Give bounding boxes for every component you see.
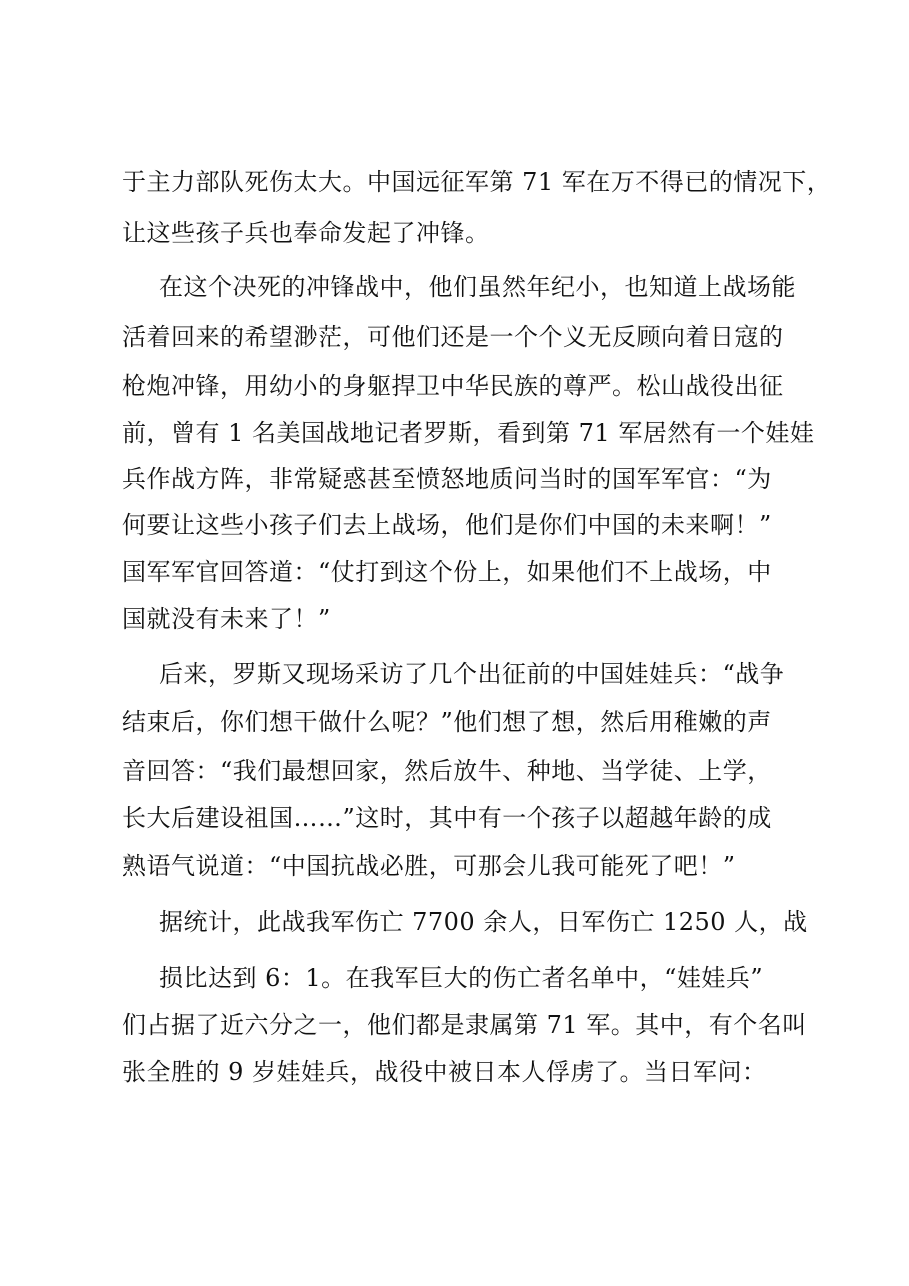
text-line: 损比达到 6：1。在我军巨大的伤亡者名单中，“娃娃兵”	[159, 964, 764, 992]
text-line: 于主力部队死伤太大。中国远征军第 71 军在万不得已的情况下，	[122, 168, 832, 196]
text-line: 国军军官回答道：“仗打到这个份上，如果他们不上战场，中	[122, 558, 772, 586]
text-line: 活着回来的希望渺茫，可他们还是一个个义无反顾向着日寇的	[122, 323, 784, 351]
text-line: 枪炮冲锋，用幼小的身躯捍卫中华民族的尊严。松山战役出征	[122, 372, 784, 400]
text-line: 结束后，你们想干做什么呢？”他们想了想，然后用稚嫩的声	[122, 708, 772, 736]
text-line: 们占据了近六分之一，他们都是隶属第 71 军。其中，有个名叫	[122, 1011, 807, 1039]
text-line: 国就没有未来了！”	[122, 605, 331, 633]
text-line: 据统计，此战我军伤亡 7700 余人，日军伤亡 1250 人，战	[159, 908, 808, 936]
text-line: 何要让这些小孩子们去上战场，他们是你们中国的未来啊！”	[122, 511, 772, 539]
text-line: 兵作战方阵，非常疑惑甚至愤怒地质问当时的国军军官：“为	[122, 465, 772, 493]
text-line: 熟语气说道：“中国抗战必胜，可那会儿我可能死了吧！”	[122, 852, 736, 880]
text-line: 在这个决死的冲锋战中，他们虽然年纪小，也知道上战场能	[159, 273, 796, 301]
text-line: 张全胜的 9 岁娃娃兵，战役中被日本人俘虏了。当日军问：	[122, 1058, 767, 1086]
text-line: 前，曾有 1 名美国战地记者罗斯，看到第 71 军居然有一个娃娃	[122, 419, 815, 447]
text-line: 后来，罗斯又现场采访了几个出征前的中国娃娃兵：“战争	[159, 660, 785, 688]
text-line: 长大后建设祖国……”这时，其中有一个孩子以超越年龄的成	[122, 804, 772, 832]
text-line: 音回答：“我们最想回家，然后放牛、种地、当学徒、上学，	[122, 757, 772, 785]
text-line: 让这些孩子兵也奉命发起了冲锋。	[122, 219, 490, 247]
